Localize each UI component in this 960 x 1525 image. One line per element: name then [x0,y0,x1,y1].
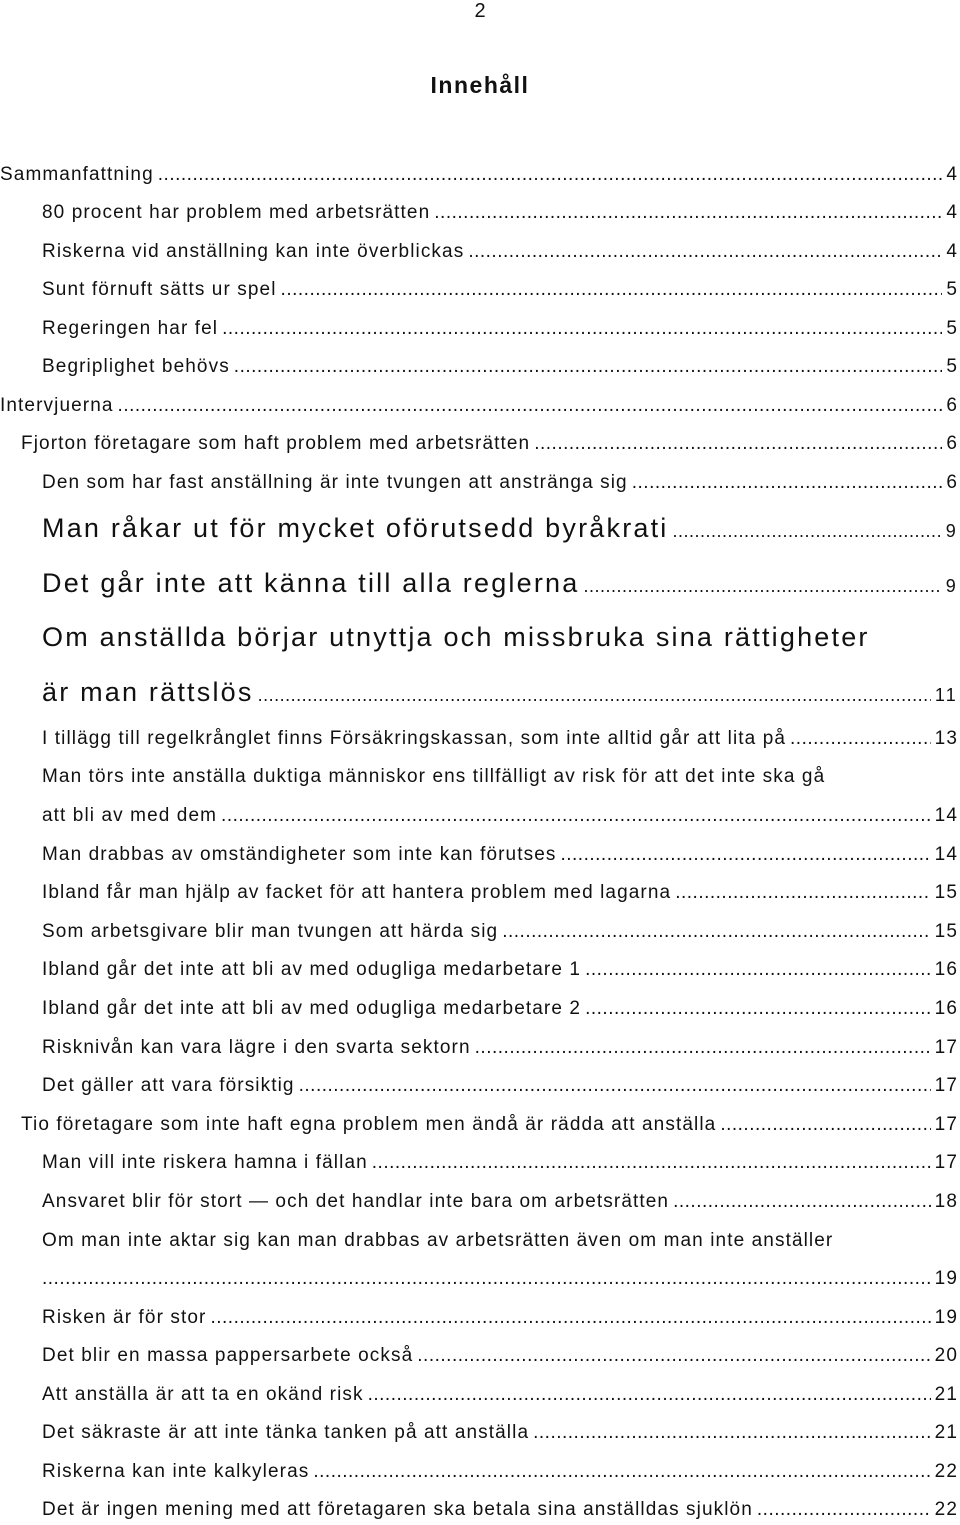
toc-entry[interactable]: Man råkar ut för mycket oförutsedd byråkrati ..... 9 [42,508,958,548]
toc-entry[interactable]: Det blir en massa pappersarbete också ..... 20 [42,1341,958,1371]
toc-entry[interactable]: Sammanfattning ..... 4 [0,160,958,190]
page-ref: 6 [946,433,958,454]
page-ref: 6 [946,395,958,416]
toc-entry[interactable]: Ibland går det inte att bli av med odugliga medarbetare 1 ..... 16 [42,955,958,985]
toc-entry[interactable]: I tillägg till regelkrånglet finns Försäkringskassan, som inte alltid går att lita på ..... 13 [42,724,958,754]
toc-entry[interactable] [42,1264,958,1294]
toc-entry[interactable]: Att anställa är att ta en okänd risk ..... 21 [42,1380,958,1410]
toc-entry-line1: Man törs inte anställa duktiga människor ens tillfälligt av risk för att det inte ska gå [42,766,826,787]
page-ref: 14 [934,805,958,826]
toc-entry[interactable]: Man vill inte riskera hamna i fällan ..... 17 [42,1148,958,1178]
page-ref: 15 [934,882,958,903]
page-ref: 4 [946,241,958,262]
toc-entry[interactable]: Man drabbas av omständigheter som inte kan förutses ..... 14 [42,840,958,870]
page-ref: 22 [934,1499,958,1520]
page-ref: 20 [934,1345,958,1366]
toc-entry[interactable]: Tio företagare som inte haft egna problem men ändå är rädda att anställa ..... 17 [21,1110,958,1140]
toc-entry[interactable]: Riskerna kan inte kalkyleras ..... 22 [42,1457,958,1487]
toc-entry[interactable]: Ibland får man hjälp av facket för att hantera problem med lagarna ..... 15 [42,878,958,908]
toc-entry[interactable]: Begriplighet behövs ..... 5 [42,352,958,382]
toc-entry[interactable]: Ibland går det inte att bli av med odugliga medarbetare 2 ..... 16 [42,994,958,1024]
page-ref: 9 [945,576,958,596]
page-ref: 18 [934,1191,958,1212]
toc-entry[interactable]: Som arbetsgivare blir man tvungen att härda sig ..... 15 [42,917,958,947]
page-ref: 5 [946,279,958,300]
page-ref: 14 [934,844,958,865]
toc-entry[interactable]: Risknivån kan vara lägre i den svarta sektorn ..... 17 [42,1033,958,1063]
page-ref: 21 [934,1422,958,1443]
page-ref: 16 [934,998,958,1019]
page-ref: 21 [934,1384,958,1405]
toc-entry[interactable]: Fjorton företagare som haft problem med arbetsrätten ..... 6 [21,429,958,459]
page-ref: 9 [945,521,958,541]
toc-entry[interactable]: Den som har fast anställning är inte tvungen att anstränga sig ..... 6 [42,468,958,498]
toc-entry[interactable]: Ansvaret blir för stort — och det handlar inte bara om arbetsrätten ..... 18 [42,1187,958,1217]
toc-entry[interactable]: Regeringen har fel ..... 5 [42,314,958,344]
toc-entry[interactable]: Det är ingen mening med att företagaren ska betala sina anställdas sjuklön ..... 22 [42,1495,958,1525]
toc-entry[interactable]: Risken är för stor ..... 19 [42,1303,958,1333]
page-ref: 11 [934,685,958,705]
toc-title: Innehåll [430,72,530,98]
toc-entry[interactable]: Det gäller att vara försiktig ..... 17 [42,1071,958,1101]
page-ref: 17 [934,1114,958,1135]
page-ref: 13 [934,728,958,749]
page-ref: 17 [934,1075,958,1096]
page-ref: 22 [934,1461,958,1482]
page-number: 2 [474,0,486,22]
toc-entry[interactable]: Intervjuerna ..... 6 [0,391,958,421]
toc-entry[interactable]: att bli av med dem ..... 14 [42,801,958,831]
toc-entry[interactable]: Riskerna vid anställning kan inte överblickas ..... 4 [42,237,958,267]
page-ref: 6 [946,472,958,493]
toc-entry-line1: Om anställda börjar utnyttja och missbruka sina rättigheter [42,622,870,652]
page-ref: 17 [934,1037,958,1058]
toc-entry[interactable]: Det går inte att känna till alla reglerna ..... 9 [42,563,958,603]
page-ref: 17 [934,1152,958,1173]
page-ref: 4 [946,202,958,223]
page-ref: 16 [934,959,958,980]
page-ref: 5 [946,318,958,339]
toc-entry-line1: Om man inte aktar sig kan man drabbas av arbetsrätten även om man inte anställer [42,1230,834,1251]
page-ref: 19 [934,1307,958,1328]
page-ref: 5 [946,356,958,377]
toc-entry[interactable]: Det säkraste är att inte tänka tanken på att anställa ..... 21 [42,1418,958,1448]
page-ref: 4 [946,164,958,185]
page-ref: 15 [934,921,958,942]
toc-entry[interactable]: är man rättslös ..... 11 [42,672,958,712]
page-ref: 19 [934,1268,958,1289]
toc-entry[interactable]: 80 procent har problem med arbetsrätten ..... 4 [42,198,958,228]
toc-entry[interactable]: Sunt förnuft sätts ur spel ..... 5 [42,275,958,305]
